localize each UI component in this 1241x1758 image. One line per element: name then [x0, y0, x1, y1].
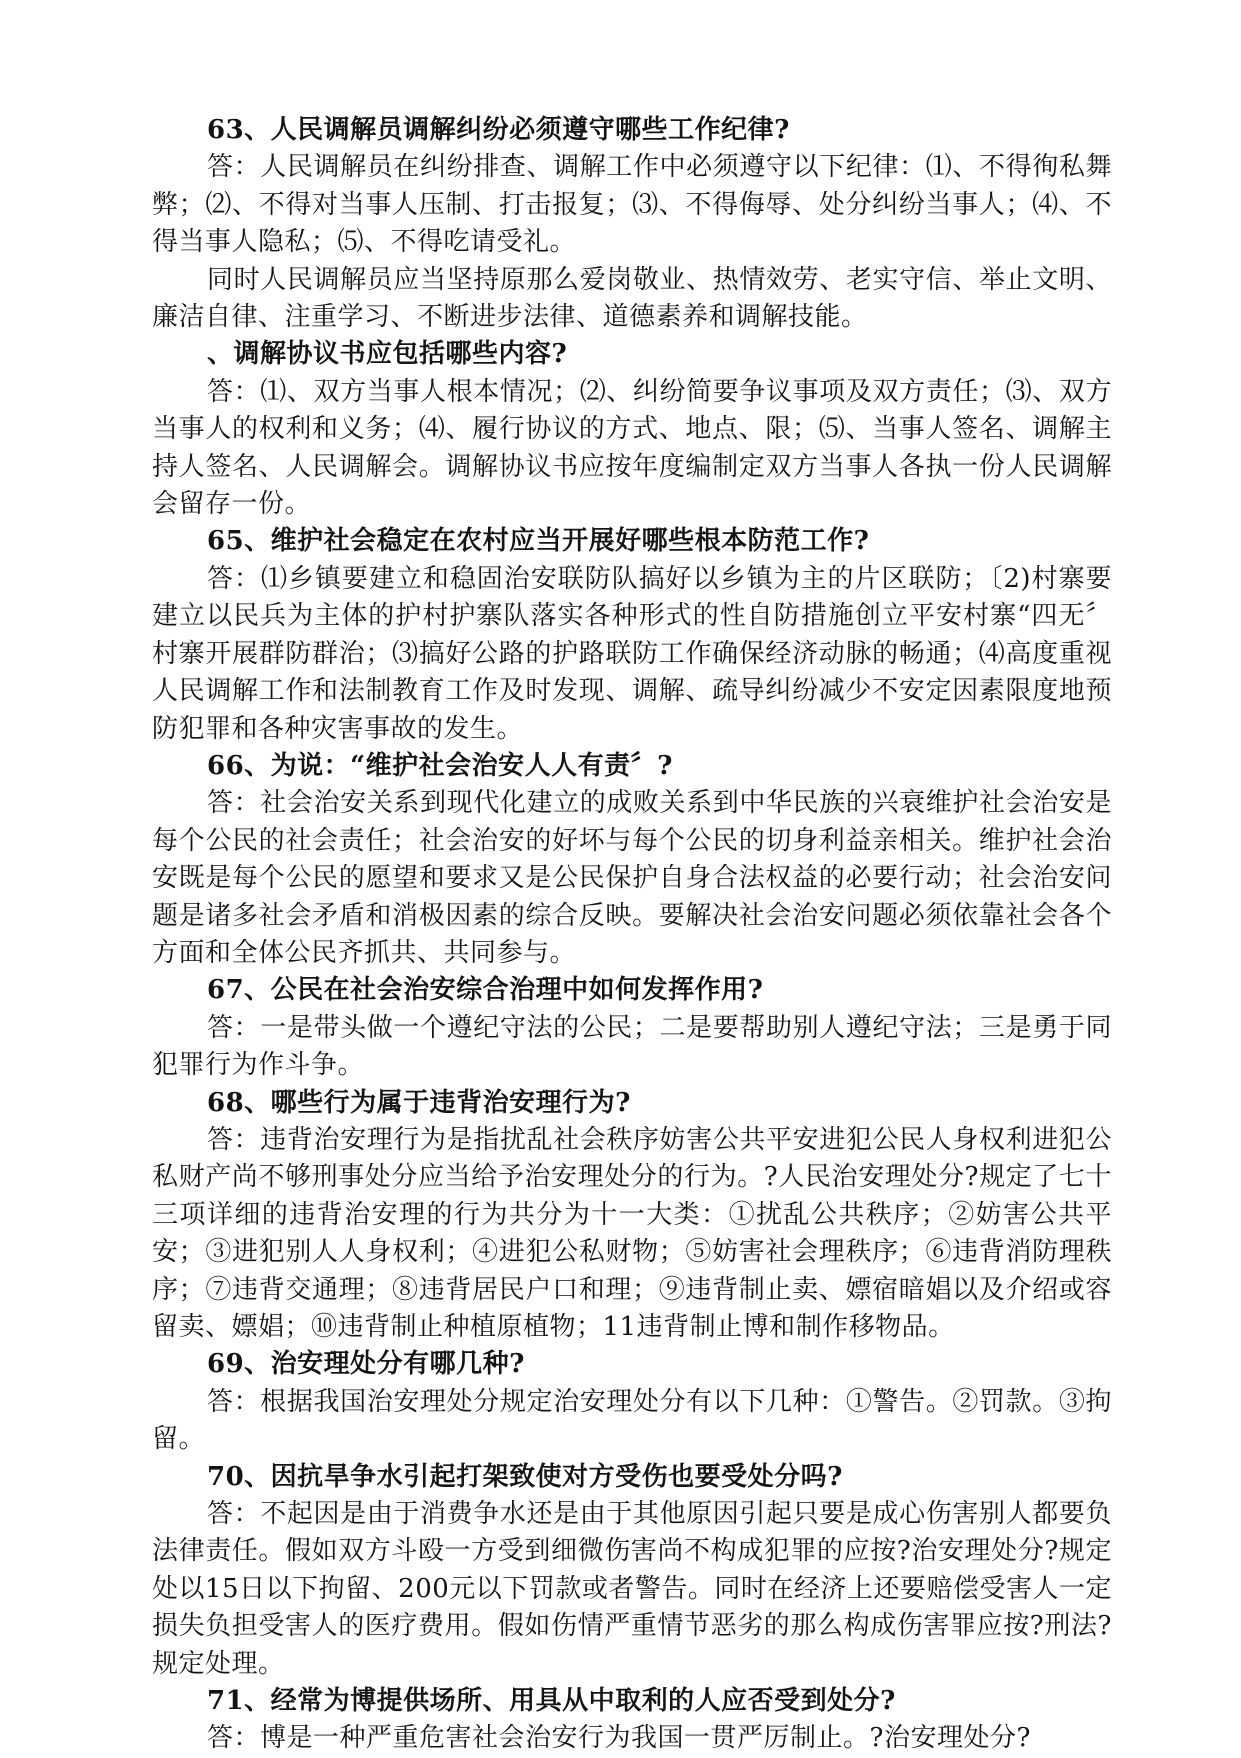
qa-item-70 — [152, 1459, 1112, 1683]
answer-paragraph: 答：不起因是由于消费争水还是由于其他原因引起只要是成心伤害别人都要负法律责任。假如双方斗殴一方受到细微伤害尚不构成犯罪的应按?治安理处分?规定处以15日以下拘留、200元以下罚款或者警告。同时在经济上还要赔偿受害人一定损失负担受害人的医疗费用。假如伤情严重情节恶劣的那么构成伤害罪应按?刑法?规定处理。 — [152, 1499, 1112, 1679]
qa-item-69 — [152, 1346, 1112, 1458]
answer-paragraph: 答：⑴、双方当事人根本情况；⑵、纠纷简要争议事项及双方责任；⑶、双方当事人的权利和义务；⑷、履行协议的方式、地点、限；⑸、当事人签名、调解主持人签名、人民调解会。调解协议书应按年度编制定双方当事人各执一份人民调解会留存一份。 — [152, 376, 1112, 520]
question-heading: 65、维护社会稳定在农村应当开展好哪些根本防范工作? — [207, 526, 870, 557]
answer-paragraph: 答：博是一种严重危害社会治安行为我国一贯严厉制止。?治安理处分? — [207, 1723, 1031, 1754]
question-heading: 63、人民调解员调解纠纷必须遵守哪些工作纪律? — [207, 115, 790, 145]
qa-item-71 — [152, 1683, 1112, 1758]
answer-paragraph: 答：社会治安关系到现代化建立的成败关系到中华民族的兴衰维护社会治安是每个公民的社会责任；社会治安的好坏与每个公民的切身利益亲相关。维护社会治安既是每个公民的愿望和要求又是公民保护自身合法权益的必要行动；社会治安问题是诸多社会矛盾和消极因素的综合反映。要解决社会治安问题必须依靠社会各个方面和全体公民齐抓共、共同参与。 — [152, 788, 1112, 968]
question-heading: 68、哪些行为属于违背治安理行为? — [207, 1087, 631, 1118]
question-heading: 67、公民在社会治安综合治理中如何发挥作用? — [207, 975, 764, 1006]
answer-paragraph: 答：⑴乡镇要建立和稳固治安联防队搞好以乡镇为主的片区联防；〔2)村寨要建立以民兵为主体的护村护寨队落实各种形式的性自防措施创立平安村寨“四无〞村寨开展群防群治；⑶搞好公路的护路联防工作确保经济动脉的畅通；⑷高度重视人民调解工作和法制教育工作及时发现、调解、疏导纠纷减少不安定因素限度地预防犯罪和各种灾害事故的发生。 — [152, 563, 1112, 744]
qa-item-67 — [152, 972, 1112, 1084]
answer-paragraph: 答：人民调解员在纠纷排查、调解工作中必须遵守以下纪律：⑴、不得徇私舞弊；⑵、不得对当事人压制、打击报复；⑶、不得侮辱、处分纠纷当事人；⑷、不得当事人隐私；⑸、不得吃请受礼。 — [152, 152, 1112, 258]
qa-item-63 — [152, 112, 1112, 336]
question-heading: 69、治安理处分有哪几种? — [207, 1349, 525, 1380]
question-heading: 、调解协议书应包括哪些内容? — [207, 339, 568, 370]
answer-paragraph: 答：一是带头做一个遵纪守法的公民；二是要帮助别人遵纪守法；三是勇于同犯罪行为作斗争。 — [152, 1012, 1112, 1081]
qa-item-65 — [152, 523, 1112, 747]
answer-paragraph: 答：根据我国治安理处分规定治安理处分有以下几种：①警告。②罚款。③拘留。 — [152, 1386, 1112, 1455]
qa-item-68 — [152, 1085, 1112, 1347]
question-heading: 71、经常为博提供场所、用具从中取利的人应否受到处分? — [207, 1686, 896, 1717]
qa-item-66 — [152, 748, 1112, 972]
question-heading: 66、为说：“维护社会治安人人有责〞? — [207, 750, 673, 781]
document-page — [152, 112, 1112, 1758]
answer-paragraph: 同时人民调解员应当坚持原那么爱岗敬业、热情效劳、老实守信、举止文明、廉洁自律、注重学习、不断进步法律、道德素养和调解技能。 — [152, 264, 1112, 333]
answer-paragraph: 答：违背治安理行为是指扰乱社会秩序妨害公共平安进犯公民人身权利进犯公私财产尚不够刑事处分应当给予治安理处分的行为。?人民治安理处分?规定了七十三项详细的违背治安理的行为共分为十一大类：①扰乱公共秩序；②妨害公共平安；③进犯别人人身权利；④进犯公私财物；⑤妨害社会理秩序；⑥违背消防理秩序；⑦违背交通理；⑧违背居民户口和理；⑨违背制止卖、嫖宿暗娼以及介绍或容留卖、嫖娼；⑩违背制止种植原植物；11违背制止博和制作移物品。 — [152, 1124, 1112, 1342]
qa-item-64 — [152, 336, 1112, 523]
question-heading: 70、因抗旱争水引起打架致使对方受伤也要受处分吗? — [207, 1461, 843, 1492]
